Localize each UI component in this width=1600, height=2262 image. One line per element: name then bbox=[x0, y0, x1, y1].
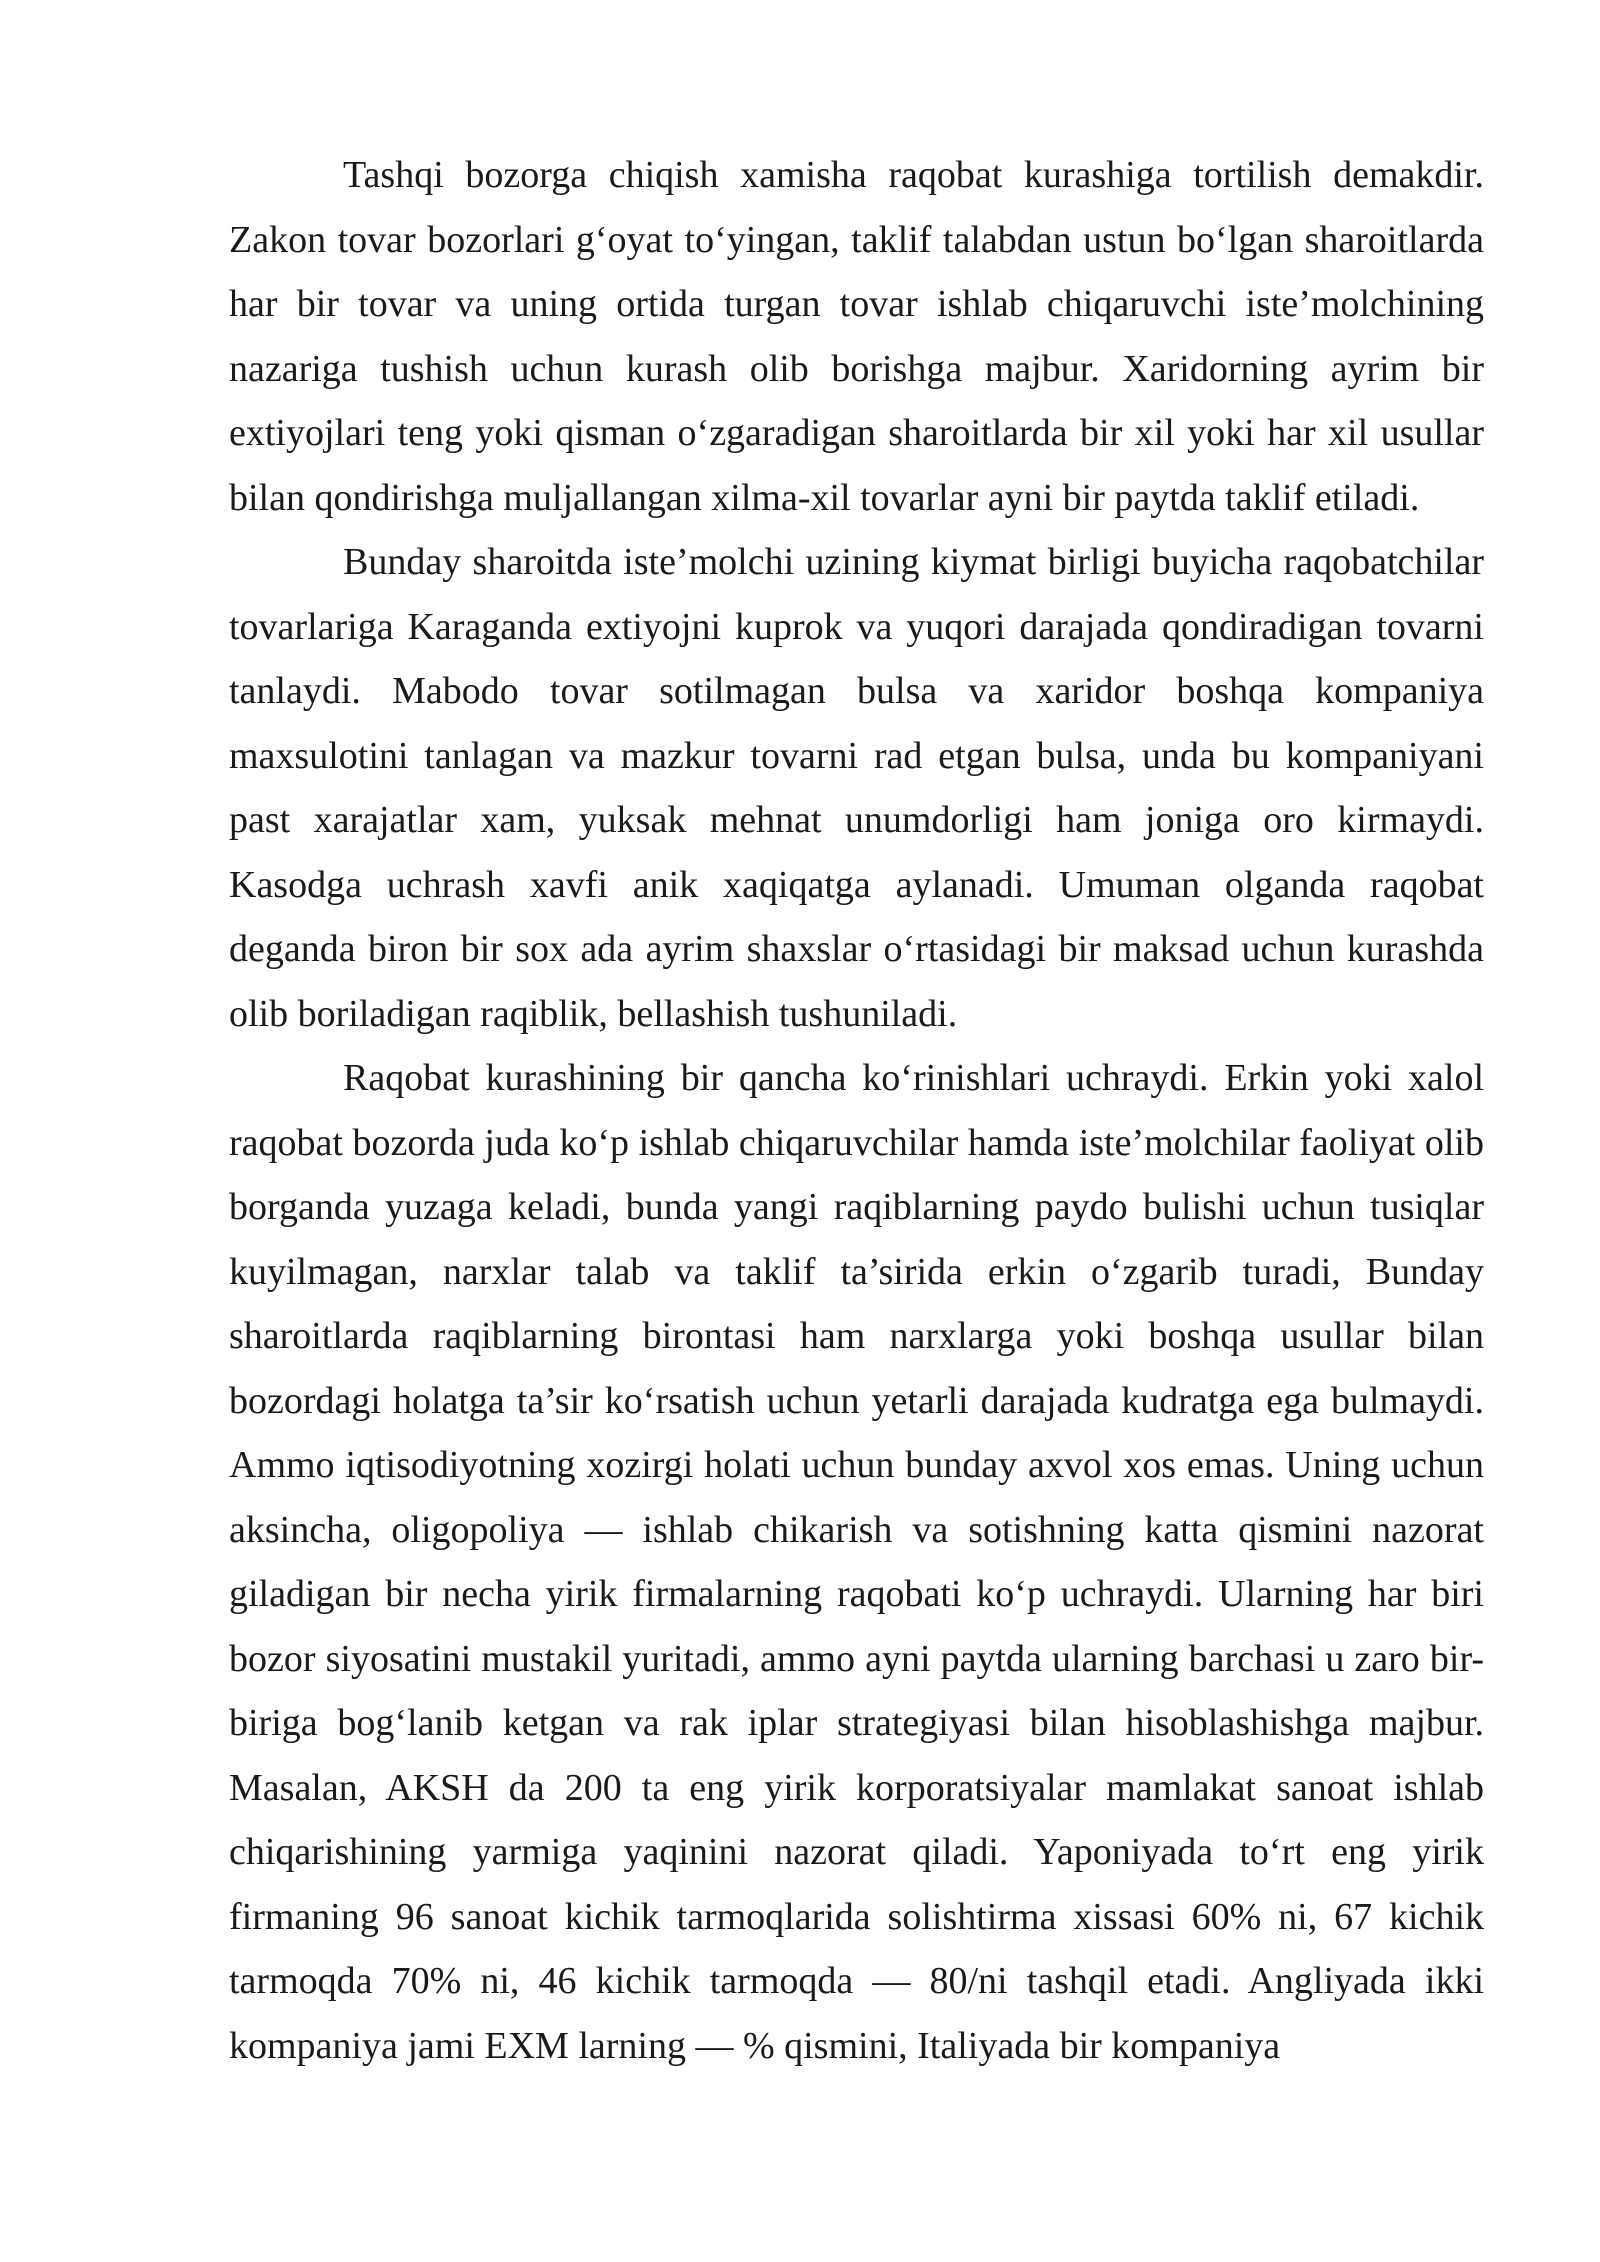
paragraph-3: Raqobat kurashining bir qancha ko‘rinishlari uchraydi. Erkin yoki xalol raqobat bozorda juda ko‘p ishlab chiqaruvchilar hamda iste’molchilar faoliyat olib borganda yuzaga keladi, bunda yangi raqiblarning paydo bulishi uchun tusiqlar kuyilmagan, narxlar talab va taklif ta’sirida erkin o‘zgarib turadi, Bunday sharoitlarda raqiblarning birontasi ham narxlarga yoki boshqa usullar bilan bozordagi holatga ta’sir ko‘rsatish uchun yetarli darajada kudratga ega bulmaydi. Ammo iqtisodiyotning xozirgi holati uchun bunday axvol xos emas. Uning uchun aksincha, oligopoliya — ishlab chikarish va sotishning katta qismini nazorat giladigan bir necha yirik firmalarning raqobati ko‘p uchraydi. Ularning har biri bozor siyosatini mustakil yuritadi, ammo ayni paytda ularning barchasi u zaro bir-biriga bog‘lanib ketgan va rak iplar strategiyasi bilan hisoblashishga majbur. Masalan, AKSH da 200 ta eng yirik korporatsiyalar mamlakat sanoat ishlab chiqarishining yarmiga yaqinini nazorat qiladi. Yaponiyada to‘rt eng yirik firmaning 96 sanoat kichik tarmoqlarida solishtirma xissasi 60% ni, 67 kichik tarmoqda 70% ni, 46 kichik tarmoqda — 80/ni tashqil etadi. Angliyada ikki kompaniya jami EXM larning — % qismini, Italiyada bir kompaniya bbox=[229, 1057, 1484, 2067]
paragraph-2: Bunday sharoitda iste’molchi uzining kiymat birligi buyicha raqobatchilar tovarlariga Karaganda extiyojni kuprok va yuqori darajada qondiradigan tovarni tanlaydi. Mabodo tovar sotilmagan bulsa va xaridor boshqa kompaniya maxsulotini tanlagan va mazkur tovarni rad etgan bulsa, unda bu kompaniyani past xarajatlar xam, yuksak mehnat unumdorligi ham joniga oro kirmaydi. Kasodga uchrash xavfi anik xaqiqatga aylanadi. Umuman olganda raqobat deganda biron bir sox ada ayrim shaxslar o‘rtasidagi bir maksad uchun kurashda olib boriladigan raqiblik, bellashish tushuniladi. bbox=[229, 541, 1484, 1035]
document-page bbox=[229, 143, 1484, 2078]
paragraph-1: Tashqi bozorga chiqish xamisha raqobat kurashiga tortilish demakdir. Zakon tovar bozorlari g‘oyat to‘yingan, taklif talabdan ustun bo‘lgan sharoitlarda har bir tovar va uning ortida turgan tovar ishlab chiqaruvchi iste’molchining nazariga tushish uchun kurash olib borishga majbur. Xaridorning ayrim bir extiyojlari teng yoki qisman o‘zgaradigan sharoitlarda bir xil yoki har xil usullar bilan qondirishga muljallangan xilma-xil tovarlar ayni bir paytda taklif etiladi. bbox=[229, 154, 1484, 519]
